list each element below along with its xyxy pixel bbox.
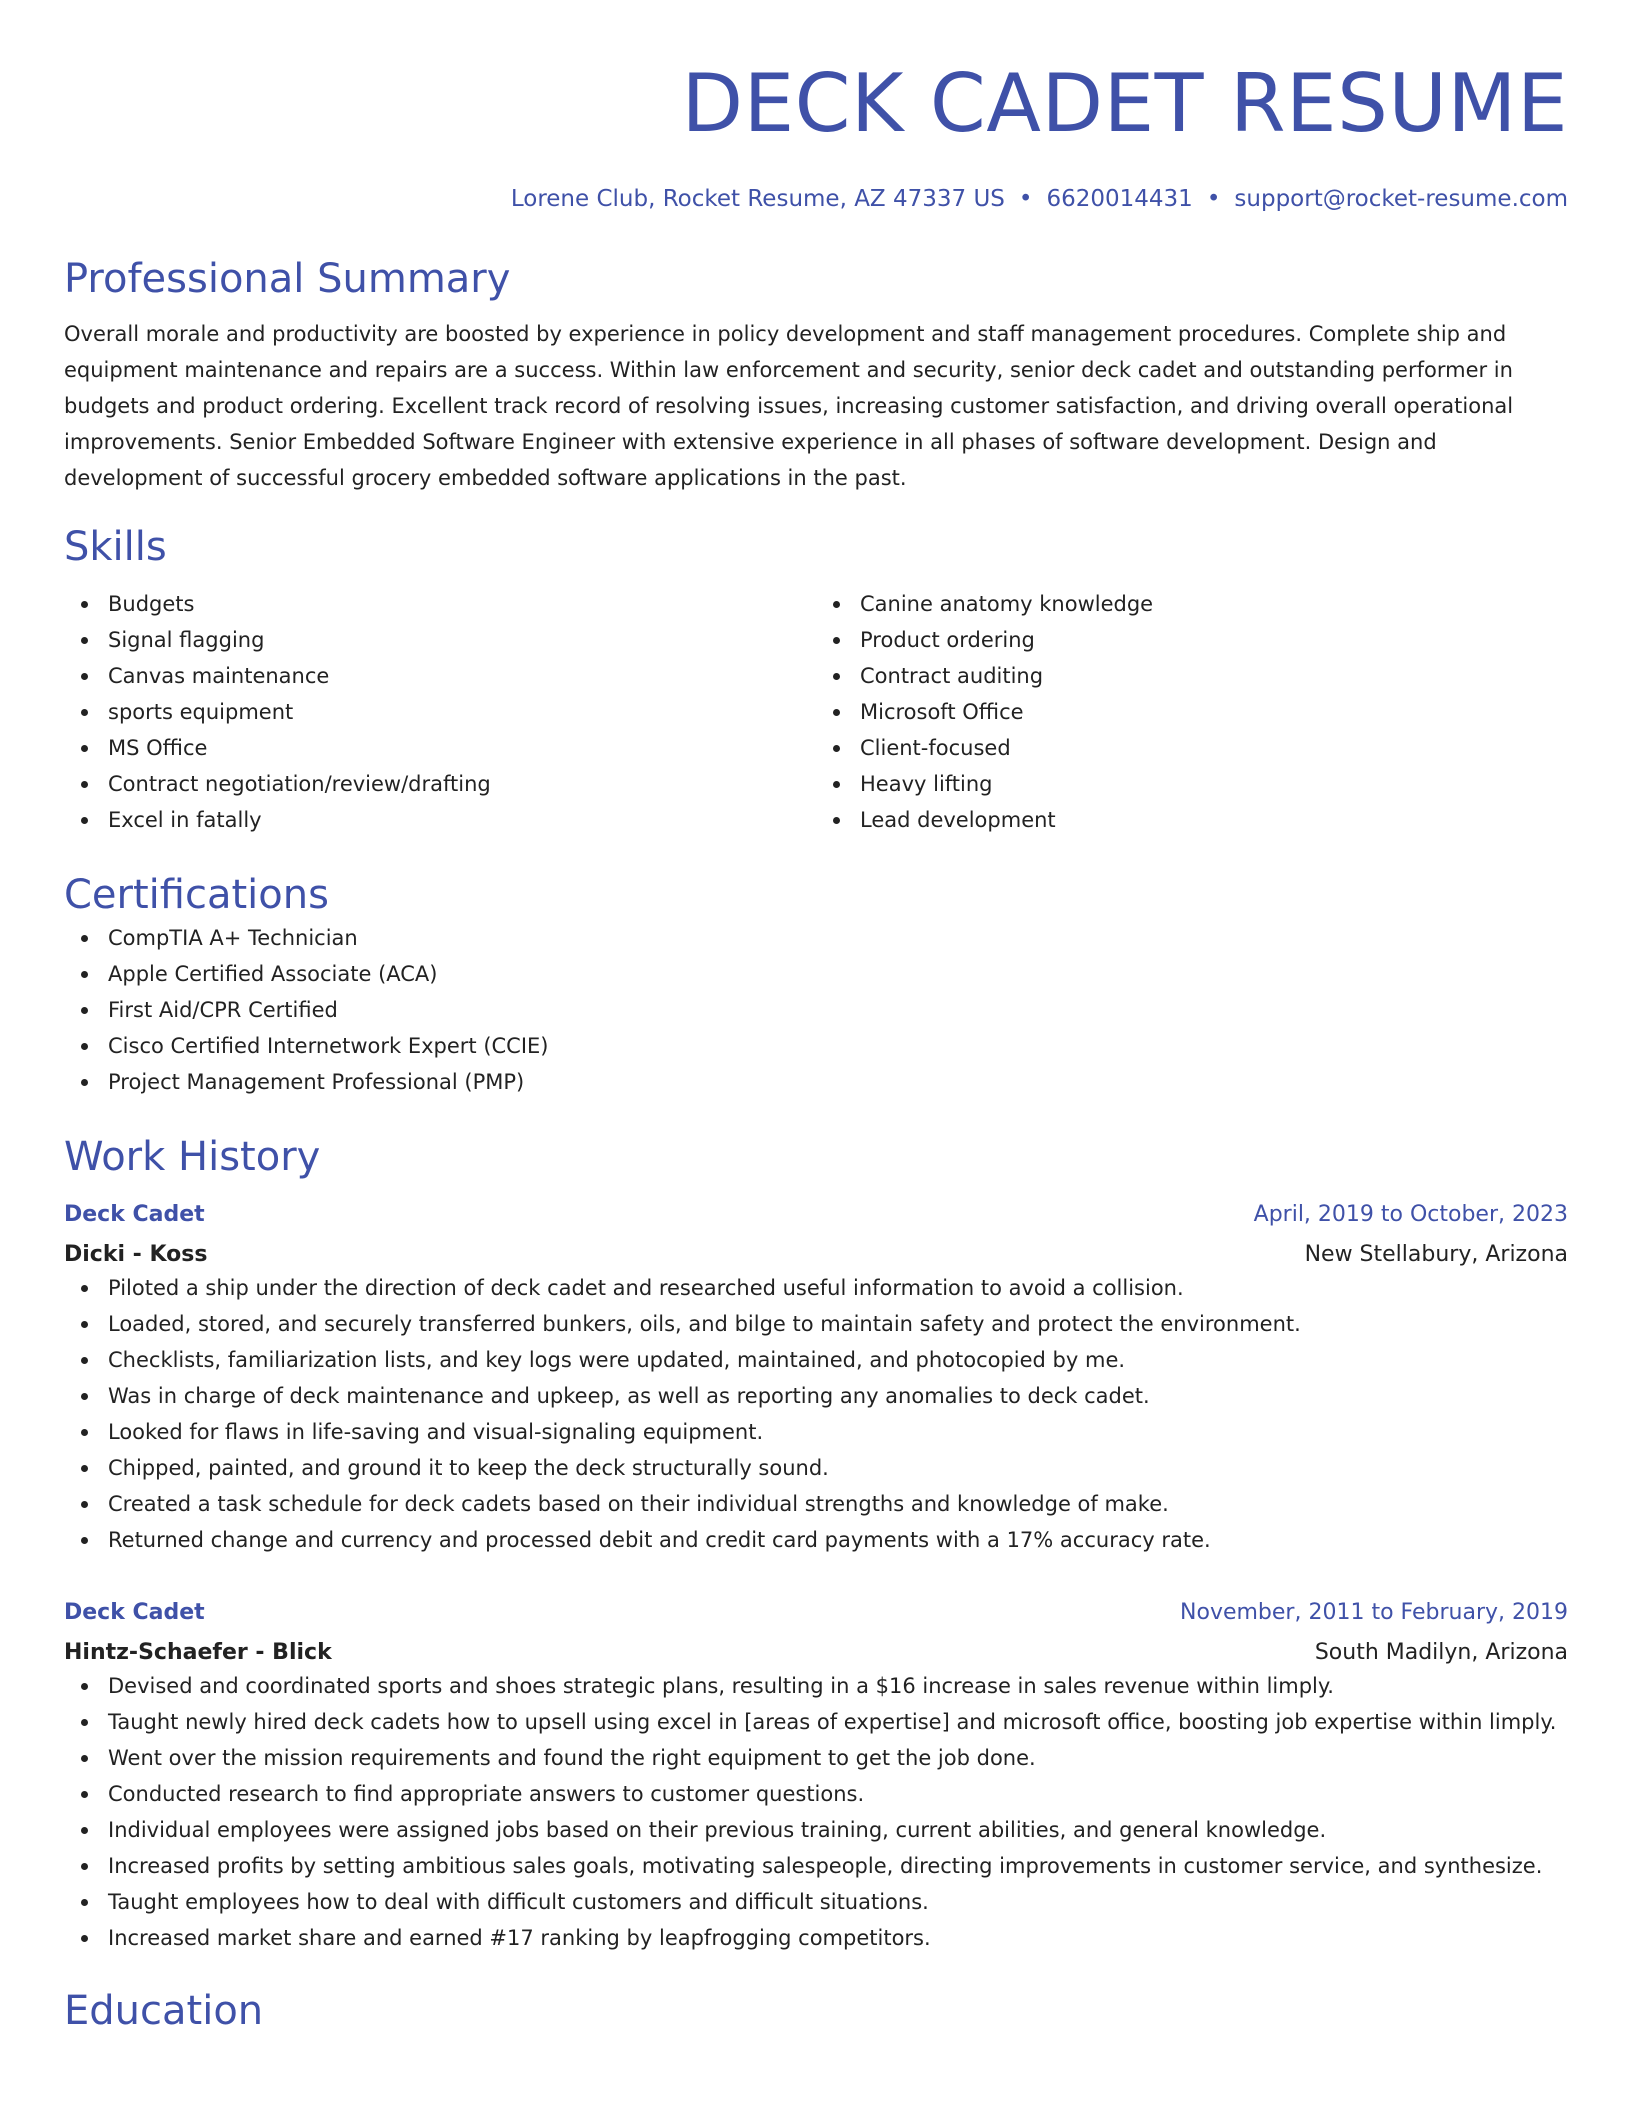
job-duty: Devised and coordinated sports and shoes strategic plans, resulting in a $16 increase in sales revenue within limply. xyxy=(64,1668,1568,1704)
skill-item: Canvas maintenance xyxy=(64,658,816,694)
job-duty: Increased market share and earned #17 ranking by leapfrogging competitors. xyxy=(64,1920,1568,1956)
certifications-heading: Certifications xyxy=(64,872,329,918)
contact-line xyxy=(64,184,1568,214)
skill-item: Contract auditing xyxy=(816,658,1568,694)
skills-list-right xyxy=(816,586,1568,838)
certification-item: Apple Certified Associate (ACA) xyxy=(64,956,1568,992)
job-duty: Conducted research to find appropriate answers to customer questions. xyxy=(64,1776,1568,1812)
skill-item: Client-focused xyxy=(816,730,1568,766)
job-duty: Increased profits by setting ambitious sales goals, motivating salespeople, directing improvements in customer service, and synthesize. xyxy=(64,1848,1568,1884)
job-duty: Was in charge of deck maintenance and upkeep, as well as reporting any anomalies to deck cadet. xyxy=(64,1378,1568,1414)
job-duty: Individual employees were assigned jobs based on their previous training, current abilities, and general knowledge. xyxy=(64,1812,1568,1848)
job-dates: April, 2019 to October, 2023 xyxy=(1253,1202,1568,1227)
job-duties-list xyxy=(64,1668,1568,1956)
skill-item: sports equipment xyxy=(64,694,816,730)
skill-item: Product ordering xyxy=(816,622,1568,658)
job-location: South Madilyn, Arizona xyxy=(1314,1640,1568,1665)
skill-item: Canine anatomy knowledge xyxy=(816,586,1568,622)
education-heading: Education xyxy=(64,1988,264,2034)
skills-heading: Skills xyxy=(64,524,167,570)
certifications-list xyxy=(64,920,1568,1100)
job-subheader xyxy=(64,1240,1568,1270)
skill-item: MS Office xyxy=(64,730,816,766)
certification-item: Cisco Certified Internetwork Expert (CCIE) xyxy=(64,1028,1568,1064)
job-dates: November, 2011 to February, 2019 xyxy=(1180,1600,1568,1625)
job-duty: Loaded, stored, and securely transferred bunkers, oils, and bilge to maintain safety and protect the environment. xyxy=(64,1306,1568,1342)
job-location: New Stellabury, Arizona xyxy=(1304,1242,1568,1267)
job-duty: Looked for flaws in life-saving and visual-signaling equipment. xyxy=(64,1414,1568,1450)
summary-text: Overall morale and productivity are boosted by experience in policy development and staff management procedures. Complete ship and equipment maintenance and repairs are a success. Within law enforcement and security, senior deck cadet and outstanding performer in budgets and product ordering. Excellent track record of resolving issues, increasing customer satisfaction, and driving overall operational improvements. Senior Embedded Software Engineer with extensive experience in all phases of software development. Design and development of successful grocery embedded software applications in the past. xyxy=(64,322,1514,490)
resume-name: DECK CADET RESUME xyxy=(681,57,1568,150)
job-duty: Went over the mission requirements and found the right equipment to get the job done. xyxy=(64,1740,1568,1776)
job-entry xyxy=(64,1598,1568,1956)
contact-email: support@rocket-resume.com xyxy=(1234,186,1568,212)
job-title: Deck Cadet xyxy=(64,1600,205,1625)
skill-item: Microsoft Office xyxy=(816,694,1568,730)
contact-separator: • xyxy=(1018,186,1033,212)
contact-separator: • xyxy=(1206,186,1221,212)
job-duty: Piloted a ship under the direction of deck cadet and researched useful information to avoid a collision. xyxy=(64,1270,1568,1306)
certification-item: First Aid/CPR Certified xyxy=(64,992,1568,1028)
job-header xyxy=(64,1598,1568,1628)
job-duty: Taught employees how to deal with difficult customers and difficult situations. xyxy=(64,1884,1568,1920)
skill-item: Lead development xyxy=(816,802,1568,838)
contact-address: Lorene Club, Rocket Resume, AZ 47337 US xyxy=(510,186,1005,212)
job-duty: Checklists, familiarization lists, and key logs were updated, maintained, and photocopied by me. xyxy=(64,1342,1568,1378)
skills-columns xyxy=(64,586,1568,838)
job-duty: Chipped, painted, and ground it to keep the deck structurally sound. xyxy=(64,1450,1568,1486)
job-header xyxy=(64,1200,1568,1230)
job-duties-list xyxy=(64,1270,1568,1558)
summary-heading: Professional Summary xyxy=(64,256,511,302)
job-company: Dicki - Koss xyxy=(64,1242,208,1267)
resume-header xyxy=(64,0,1568,214)
contact-phone: 6620014431 xyxy=(1046,186,1193,212)
skills-list-left xyxy=(64,586,816,838)
skill-item: Budgets xyxy=(64,586,816,622)
job-duty: Taught newly hired deck cadets how to upsell using excel in [areas of expertise] and microsoft office, boosting job expertise within limply. xyxy=(64,1704,1568,1740)
job-duty: Created a task schedule for deck cadets based on their individual strengths and knowledge of make. xyxy=(64,1486,1568,1522)
work-history-heading: Work History xyxy=(64,1134,321,1180)
job-company: Hintz-Schaefer - Blick xyxy=(64,1640,332,1665)
skill-item: Signal flagging xyxy=(64,622,816,658)
job-title: Deck Cadet xyxy=(64,1202,205,1227)
skill-item: Heavy lifting xyxy=(816,766,1568,802)
skill-item: Excel in fatally xyxy=(64,802,816,838)
job-subheader xyxy=(64,1638,1568,1668)
certification-item: Project Management Professional (PMP) xyxy=(64,1064,1568,1100)
job-entry xyxy=(64,1200,1568,1558)
skill-item: Contract negotiation/review/drafting xyxy=(64,766,816,802)
certification-item: CompTIA A+ Technician xyxy=(64,920,1568,956)
job-duty: Returned change and currency and processed debit and credit card payments with a 17% accuracy rate. xyxy=(64,1522,1568,1558)
